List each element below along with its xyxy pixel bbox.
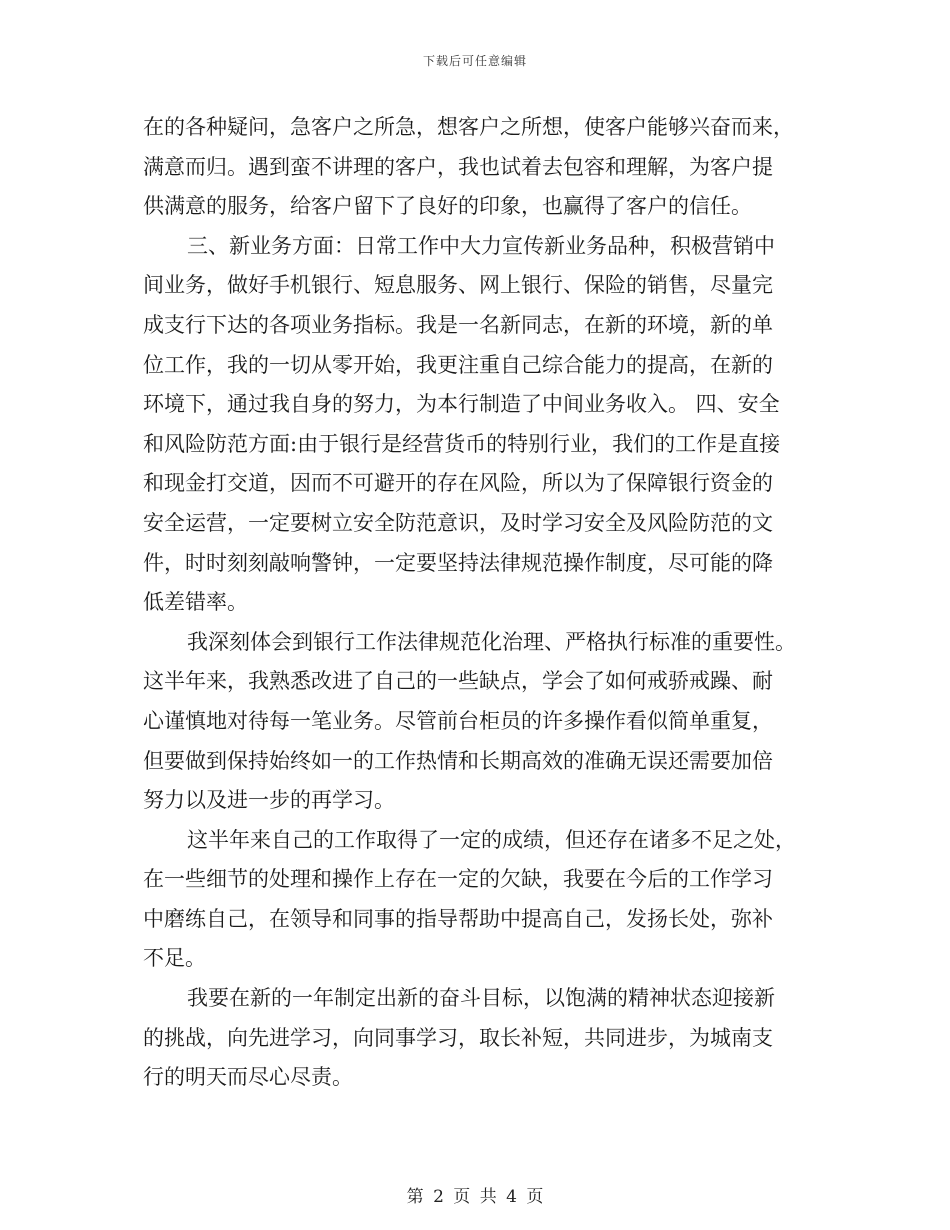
text-line: 但要做到保持始终如一的工作热情和长期高效的准确无误还需要加倍 xyxy=(143,748,773,773)
text-line: 位工作，我的一切从零开始，我更注重自己综合能力的提高，在新的 xyxy=(143,352,773,377)
text-line: 我要在新的一年制定出新的奋斗目标，以饱满的精神状态迎接新 xyxy=(187,986,775,1011)
paragraph-2 xyxy=(143,227,813,623)
paragraph-4 xyxy=(143,821,813,979)
text-line: 这半年来，我熟悉改进了自己的一些缺点，学会了如何戒骄戒躁、耐 xyxy=(143,669,773,694)
paragraph-3 xyxy=(143,623,813,821)
text-line: 行的明天而尽心尽责。 xyxy=(143,1065,353,1090)
text-line: 我深刻体会到银行工作法律规范化治理、严格执行标准的重要性。 xyxy=(187,629,796,654)
text-line: 心谨慎地对待每一笔业务。尽管前台柜员的许多操作看似简单重复， xyxy=(143,708,773,733)
text-line: 低差错率。 xyxy=(143,590,248,615)
text-line: 和风险防范方面:由于银行是经营货币的特别行业，我们的工作是直接 xyxy=(143,431,781,456)
text-line: 这半年来自己的工作取得了一定的成绩，但还存在诸多不足之处， xyxy=(187,827,796,852)
text-line: 间业务，做好手机银行、短息服务、网上银行、保险的销售，尽量完 xyxy=(143,273,773,298)
text-line: 满意而归。遇到蛮不讲理的客户，我也试着去包容和理解，为客户提 xyxy=(143,154,773,179)
text-line: 努力以及进一步的再学习。 xyxy=(143,788,395,813)
text-line: 和现金打交道，因而不可避开的存在风险，所以为了保障银行资金的 xyxy=(143,471,773,496)
text-line: 环境下，通过我自身的努力，为本行制造了中间业务收入。 四、安全 xyxy=(143,392,780,417)
text-line: 不足。 xyxy=(143,946,206,971)
paragraph-5 xyxy=(143,979,813,1098)
text-line: 安全运营，一定要树立安全防范意识，及时学习安全及风险防范的文 xyxy=(143,510,773,535)
text-line: 的挑战，向先进学习，向同事学习，取长补短，共同进步，为城南支 xyxy=(143,1025,773,1050)
page-number: 第 2 页 共 4 页 xyxy=(406,1187,544,1207)
text-line: 供满意的服务，给客户留下了良好的印象，也赢得了客户的信任。 xyxy=(143,194,752,219)
text-line: 中磨练自己，在领导和同事的指导帮助中提高自己，发扬长处，弥补 xyxy=(143,906,773,931)
text-line: 成支行下达的各项业务指标。我是一名新同志，在新的环境，新的单 xyxy=(143,312,773,337)
page-header: 下载后可任意编辑 xyxy=(422,54,527,68)
text-line: 件，时时刻刻敲响警钟，一定要坚持法律规范操作制度，尽可能的降 xyxy=(143,550,773,575)
document-body xyxy=(143,108,813,1098)
text-line: 在的各种疑问，急客户之所急，想客户之所想，使客户能够兴奋而来， xyxy=(143,115,794,139)
paragraph-1 xyxy=(143,108,813,227)
text-line: 在一些细节的处理和操作上存在一定的欠缺，我要在今后的工作学习 xyxy=(143,867,773,892)
text-line: 三、新业务方面：日常工作中大力宣传新业务品种，积极营销中 xyxy=(187,233,775,258)
